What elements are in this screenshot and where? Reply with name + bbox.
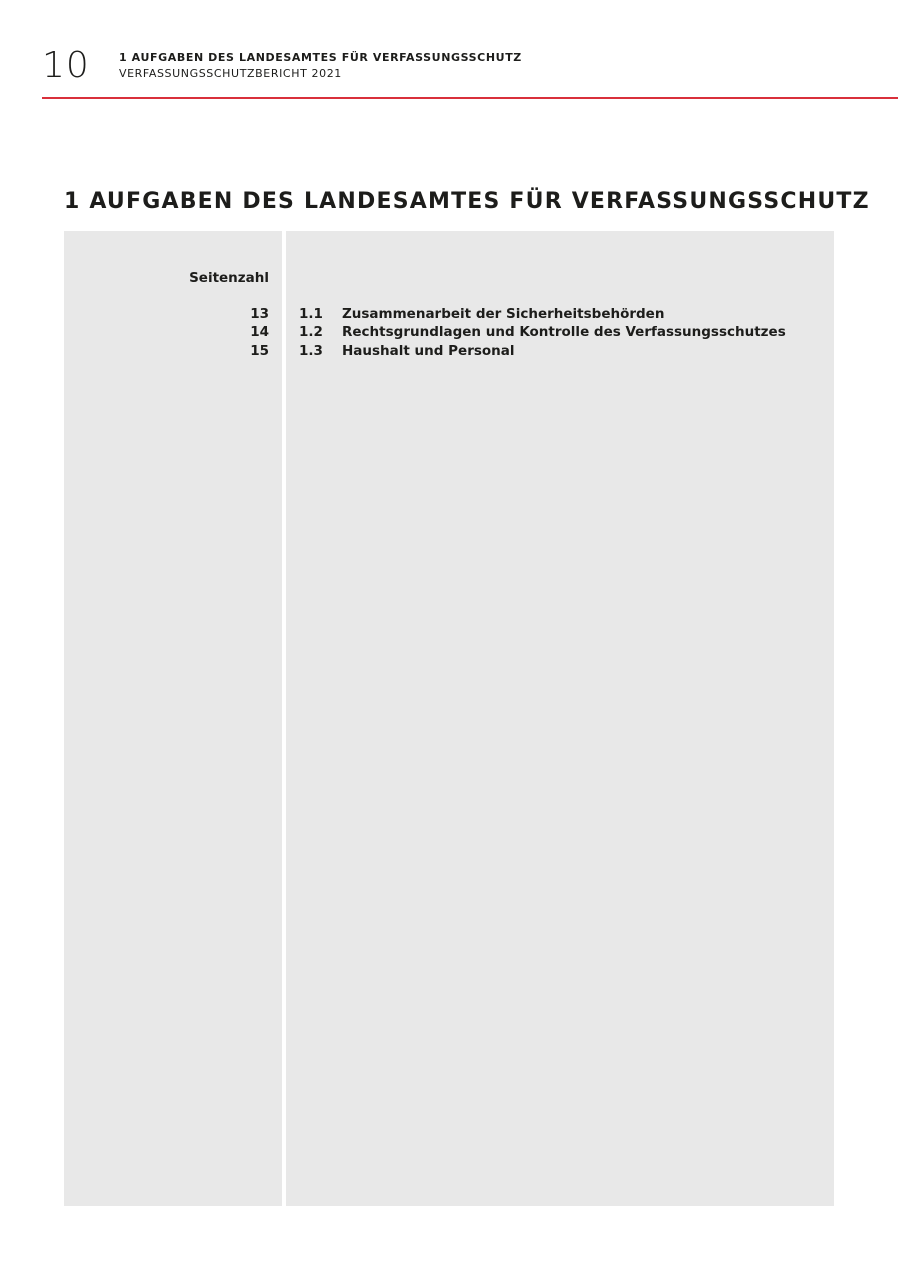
toc-entry[interactable] [299,323,786,341]
toc-entry[interactable] [299,342,786,360]
page-number-list [250,305,269,360]
header-divider [42,97,898,99]
toc-page-number: 15 [250,342,269,359]
toc-section-title: Zusammenarbeit der Sicherheitsbehörden [342,306,665,322]
toc-page-column [64,231,282,1206]
toc-page-number: 14 [250,324,269,341]
page-column-label: Seitenzahl [189,270,269,286]
toc-list [299,305,786,360]
toc-section-title: Haushalt und Personal [342,342,515,359]
toc-section-number: 1.3 [299,342,323,359]
page-number: 10 [42,45,90,86]
running-header-title: 1 AUFGABEN DES LANDESAMTES FÜR VERFASSUNGSSCHUTZ [119,51,522,64]
toc-entry[interactable] [299,305,786,323]
toc-section-title: Rechtsgrundlagen und Kontrolle des Verfassungsschutzes [342,324,786,341]
chapter-title: 1 AUFGABEN DES LANDESAMTES FÜR VERFASSUNGSSCHUTZ [64,189,870,214]
running-header [119,51,522,82]
toc-entries-column [286,231,834,1206]
running-header-subtitle: VERFASSUNGSSCHUTZBERICHT 2021 [119,67,342,80]
toc-section-number: 1.2 [299,324,323,341]
toc-section-number: 1.1 [299,306,323,322]
toc-page-number: 13 [250,306,269,322]
